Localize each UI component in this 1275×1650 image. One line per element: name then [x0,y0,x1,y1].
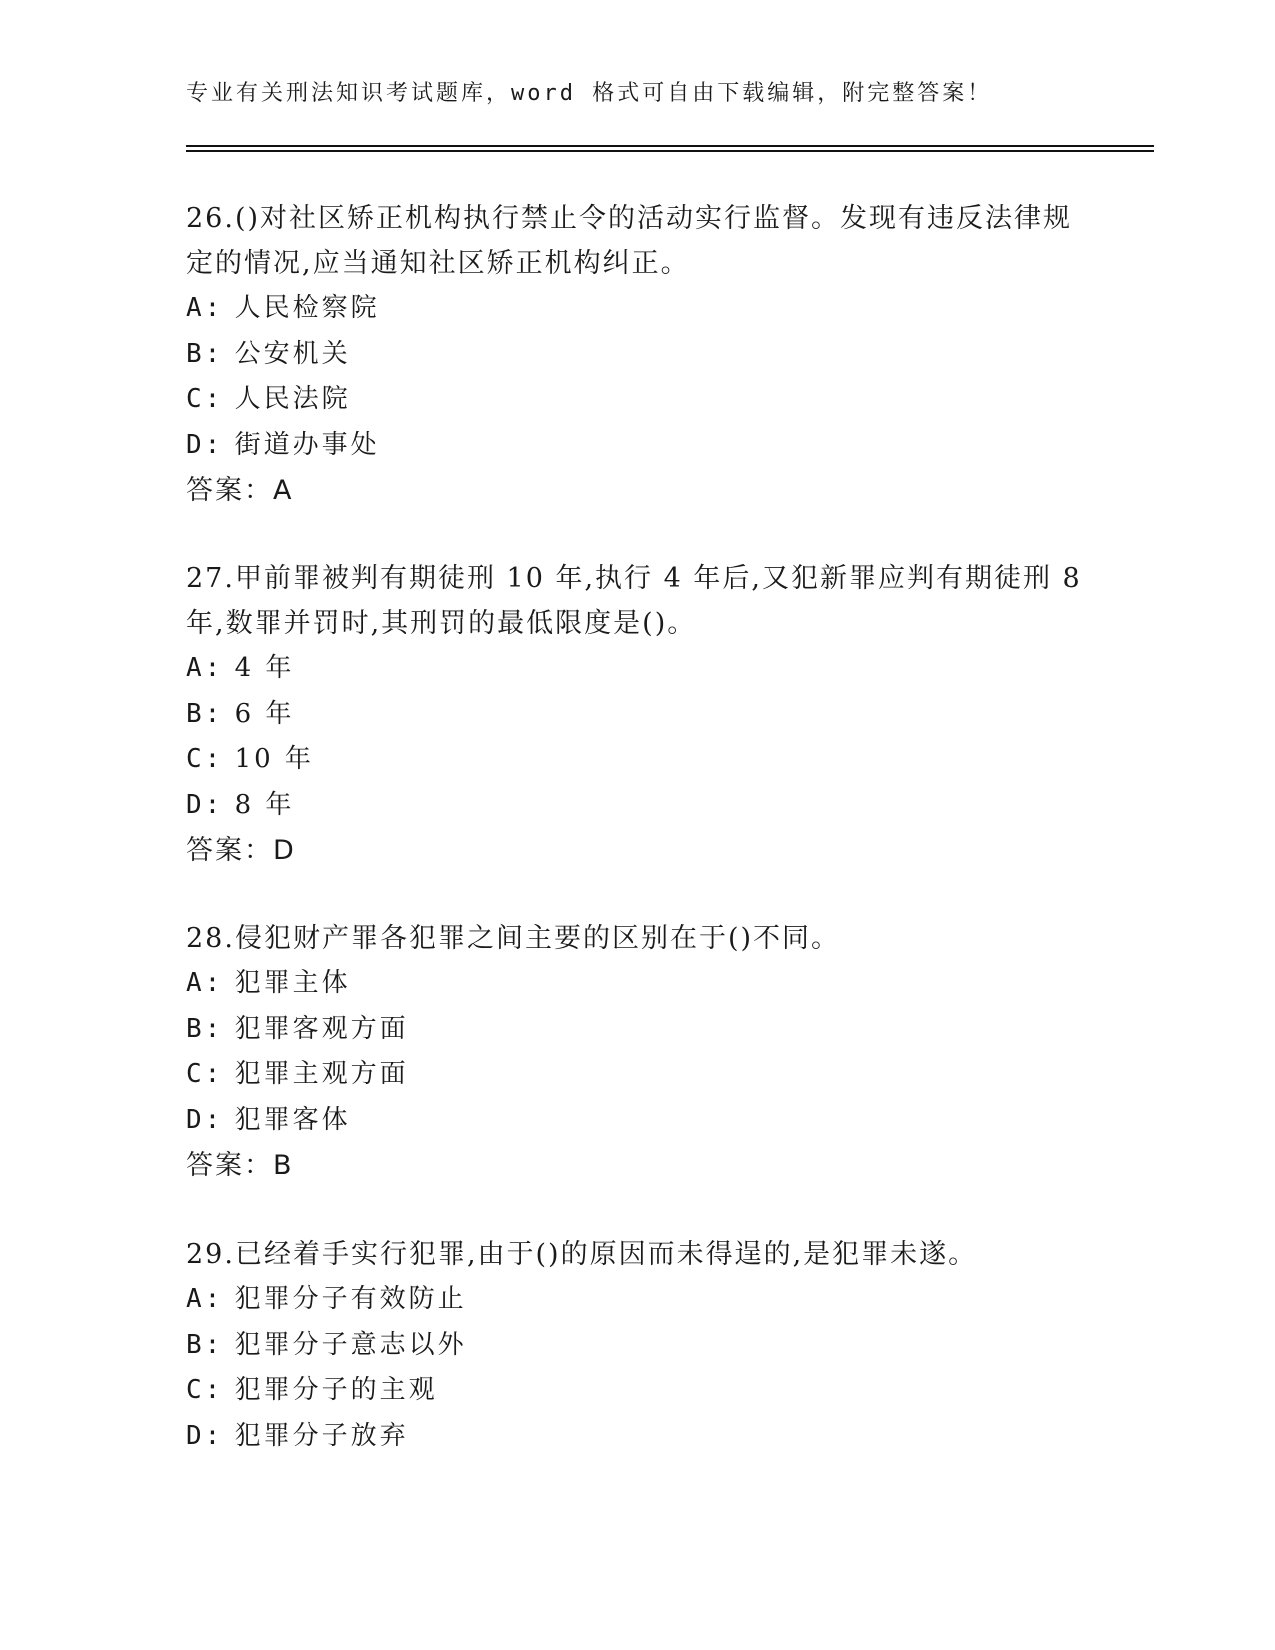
option-key: D: [186,429,224,460]
option-text: 犯罪客体 [234,1104,351,1135]
option-d [186,1414,1086,1460]
question-28 [186,916,1086,1189]
option-text: 犯罪主观方面 [234,1059,409,1089]
option-key: A: [186,1284,224,1314]
option-d [186,423,1086,469]
option-c [186,377,1086,423]
option-key: C: [186,1375,224,1405]
option-key: C: [186,384,224,414]
question-29 [186,1232,1086,1459]
option-text: 街道办事处 [234,429,380,460]
option-b [186,692,1086,738]
option-key: C: [186,1059,224,1089]
answer: 答案：A [186,475,294,506]
option-text: 犯罪分子放弃 [234,1420,409,1451]
option-c [186,1368,1086,1414]
option-b [186,1323,1086,1369]
option-text: 人民法院 [234,384,351,414]
option-key: B: [186,338,224,369]
option-key: B: [186,698,224,729]
option-key: A: [186,293,224,323]
question-stem: 26.()对社区矫正机构执行禁止令的活动实行监督。发现有违反法律规定的情况,应当通知社区矫正机构纠正。 [186,203,1073,279]
document-header: 专业有关刑法知识考试题库，word 格式可自由下载编辑，附完整答案！ [186,81,993,106]
option-text: 犯罪客观方面 [234,1013,409,1044]
question-stem: 29.已经着手实行犯罪,由于()的原因而未得逞的,是犯罪未遂。 [186,1239,978,1270]
option-c [186,1052,1086,1098]
header-divider-bottom [186,150,1154,152]
option-key: D: [186,1104,224,1135]
option-d [186,1098,1086,1144]
option-text: 6 年 [234,698,295,729]
option-text: 8 年 [234,789,295,820]
option-key: D: [186,789,224,820]
answer: 答案：B [186,1150,294,1181]
option-a [186,646,1086,692]
option-a [186,1277,1086,1323]
option-text: 犯罪主体 [234,968,351,998]
question-27 [186,556,1086,874]
option-b [186,332,1086,378]
answer: 答案：D [186,835,296,866]
option-text: 人民检察院 [234,293,380,323]
option-b [186,1007,1086,1053]
option-a [186,286,1086,332]
option-text: 公安机关 [234,338,351,369]
option-key: C: [186,744,224,774]
question-stem: 28.侵犯财产罪各犯罪之间主要的区别在于()不同。 [186,923,841,954]
question-stem: 27.甲前罪被判有期徒刑 10 年,执行 4 年后,又犯新罪应判有期徒刑 8 年,数罪并罚时,其刑罚的最低限度是()。 [186,563,1082,639]
option-key: A: [186,653,224,683]
header-divider-top [186,145,1154,147]
option-key: A: [186,968,224,998]
option-d [186,783,1086,829]
question-26 [186,196,1086,514]
option-a [186,961,1086,1007]
option-text: 犯罪分子的主观 [234,1375,438,1405]
option-text: 犯罪分子有效防止 [234,1284,467,1314]
option-key: B: [186,1329,224,1360]
option-c [186,737,1086,783]
option-text: 10 年 [234,744,314,774]
option-text: 犯罪分子意志以外 [234,1329,467,1360]
option-key: B: [186,1013,224,1044]
option-key: D: [186,1420,224,1451]
option-text: 4 年 [234,653,295,683]
